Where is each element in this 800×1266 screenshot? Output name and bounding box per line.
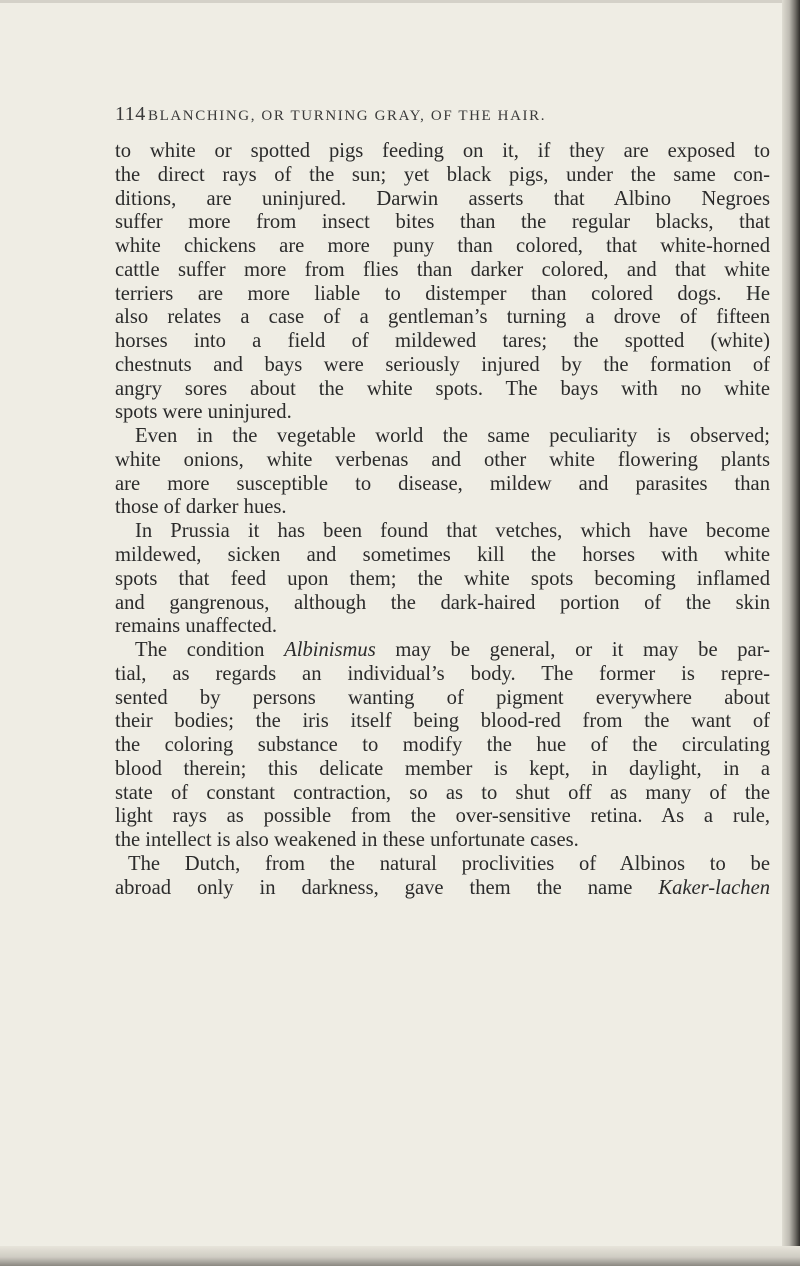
text-line: angry sores about the white spots. The bays with no white <box>115 377 770 400</box>
body-text <box>115 140 770 901</box>
text-line: sented by persons wanting of pigment everywhere about <box>115 686 770 709</box>
text-line: terriers are more liable to distemper than colored dogs. He <box>115 282 770 305</box>
text-line-mixed <box>115 877 770 901</box>
text-line: also relates a case of a gentleman’s turning a drove of fifteen <box>115 306 770 329</box>
text-line: state of constant contraction, so as to shut off as many of the <box>115 781 770 804</box>
text-line: to white or spotted pigs feeding on it, if they are exposed to <box>115 140 770 162</box>
text-line-mixed <box>115 639 770 663</box>
text-line: horses into a field of mildewed tares; the spotted (white) <box>115 330 770 353</box>
kakerlachen-term: Kaker-lachen <box>658 876 771 899</box>
text-line: mildewed, sicken and sometimes kill the horses with white <box>115 544 770 567</box>
text-line-tail: may be general, or it may be par- <box>395 639 770 662</box>
text-line: and gangrenous, although the dark-haired portion of the skin <box>115 591 770 614</box>
text-line: spots that feed upon them; the white spots becoming inflamed <box>115 567 770 590</box>
text-line: light rays as possible from the over-sensitive retina. As a rule, <box>115 805 770 828</box>
text-line: The Dutch, from the natural proclivities of Albinos to be <box>128 852 770 875</box>
albinismus-term: Albinismus <box>284 639 376 662</box>
running-title: BLANCHING, OR TURNING GRAY, OF THE HAIR. <box>148 108 547 124</box>
text-line: white onions, white verbenas and other white flowering plants <box>115 448 770 471</box>
condition-lead-text: The condition <box>135 639 285 662</box>
text-line: Even in the vegetable world the same peculiarity is observed; <box>135 425 770 448</box>
text-line: In Prussia it has been found that vetches, which have become <box>135 520 770 543</box>
text-line: their bodies; the iris itself being blood-red from the want of <box>115 710 770 733</box>
text-line: suffer more from insect bites than the regular blacks, that <box>115 211 770 234</box>
text-line: tial, as regards an individual’s body. The former is repre- <box>115 662 770 685</box>
text-line: are more susceptible to disease, mildew and parasites than <box>115 472 770 495</box>
text-line-head: abroad only in darkness, gave them the name <box>115 876 633 899</box>
text-line: the intellect is also weakened in these unfortunate cases. <box>115 829 579 852</box>
scan-right-edge <box>782 0 800 1266</box>
page-number: 114 <box>115 103 146 125</box>
text-line: the direct rays of the sun; yet black pigs, under the same con- <box>115 163 770 186</box>
scan-bottom-edge <box>0 1246 800 1266</box>
text-line: blood therein; this delicate member is kept, in daylight, in a <box>115 757 770 780</box>
text-line: those of darker hues. <box>115 496 287 519</box>
text-line: ditions, are uninjured. Darwin asserts that Albino Negroes <box>115 187 770 210</box>
text-line: cattle suffer more from flies than darker colored, and that white <box>115 258 770 281</box>
text-line: the coloring substance to modify the hue of the circulating <box>115 734 770 757</box>
scan-top-edge <box>0 0 790 3</box>
text-line: white chickens are more puny than colored, that white-horned <box>115 235 770 258</box>
page-header <box>115 103 775 133</box>
text-line: remains unaffected. <box>115 615 278 638</box>
text-line: spots were uninjured. <box>115 401 292 424</box>
text-line: chestnuts and bays were seriously injured by the formation of <box>115 353 770 376</box>
